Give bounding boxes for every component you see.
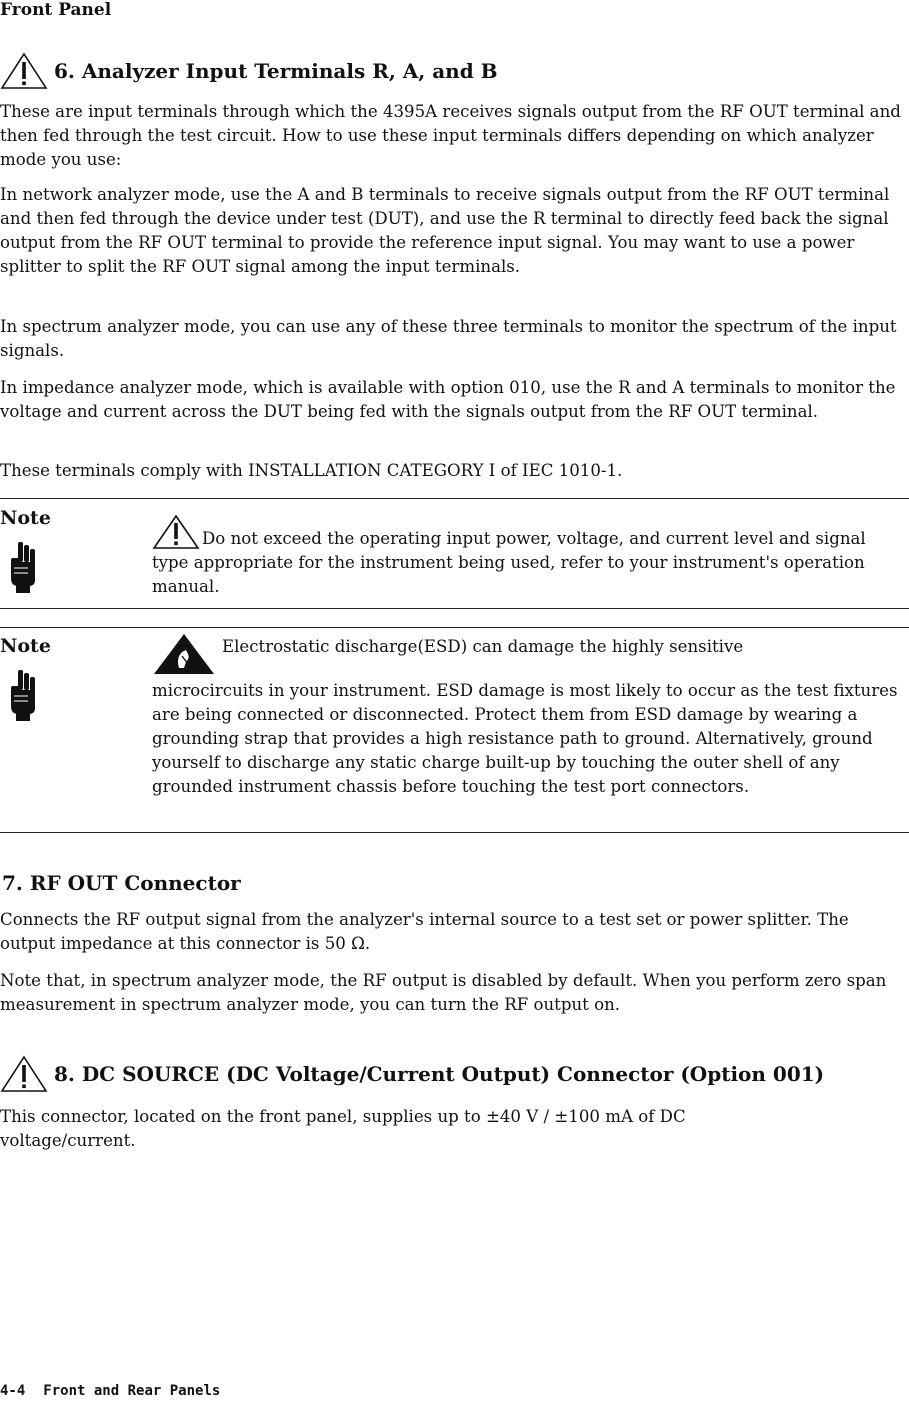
divider (0, 608, 909, 609)
section-8-paragraph-1: This connector, located on the front panel, supplies up to ±40 V / ±100 mA of DC voltage/current. (0, 1107, 686, 1150)
note-1-body (152, 514, 907, 599)
section-6-paragraph-2: In network analyzer mode, use the A and B terminals to receive signals output from the RF OUT terminal and then fed through the device under test (DUT), and use the R terminal to directly feed back the signal output from the RF OUT terminal to provide the reference input signal. You may want to use a power splitter to split the RF OUT signal among the input terminals. (0, 185, 890, 276)
warning-icon (0, 52, 48, 90)
warning-icon (0, 1055, 48, 1093)
note-2-text: microcircuits in your instrument. ESD damage is most likely to occur as the test fixtures are being connected or disconnected. Protect them from ESD damage by wearing a grounding strap that provides a high resistance path to ground. Alternatively, ground yourself to discharge any static charge built-up by touching the outer shell of any grounded instrument chassis before touching the test port connectors. (152, 681, 898, 796)
section-7-paragraph-1: Connects the RF output signal from the analyzer's internal source to a test set or power splitter. The output impedance at this connector is 50 Ω. (0, 910, 849, 953)
section-8-heading: 8. DC SOURCE (DC Voltage/Current Output) Connector (Option 001) (54, 1062, 825, 1086)
note-1-text: Do not exceed the operating input power, voltage, and current level and signal type appropriate for the instrument being used, refer to your instrument's operation manual. (152, 529, 866, 596)
page-number: 4-4 (0, 1383, 26, 1399)
divider (0, 832, 909, 833)
pointing-hand-icon (8, 540, 38, 594)
note-label: Note (0, 635, 51, 657)
section-8-heading-row (0, 1055, 824, 1093)
warning-icon (152, 514, 200, 550)
note-label: Note (0, 507, 51, 529)
page-footer (0, 1383, 238, 1399)
section-6-heading-row (0, 52, 498, 90)
section-6-paragraph-1: These are input terminals through which the 4395A receives signals output from the RF OUT terminal and then fed through the test circuit. How to use these input terminals differs depending on which analyzer mode you use: (0, 102, 901, 169)
pointing-hand-icon (8, 668, 38, 722)
section-7-heading: 7. RF OUT Connector (2, 871, 241, 895)
page-header: Front Panel (0, 0, 112, 20)
section-7-paragraph-2: Note that, in spectrum analyzer mode, the RF output is disabled by default. When you perform zero span measurement in spectrum analyzer mode, you can turn the RF output on. (0, 971, 887, 1014)
footer-title: Front and Rear Panels (43, 1383, 221, 1399)
divider (0, 498, 909, 499)
section-6-heading: 6. Analyzer Input Terminals R, A, and B (54, 59, 498, 83)
esd-warning-icon (152, 632, 216, 676)
section-6-paragraph-4: In impedance analyzer mode, which is available with option 010, use the R and A terminals to monitor the voltage and current across the DUT being fed with the signals output from the RF OUT terminal. (0, 378, 896, 421)
section-6-paragraph-3: In spectrum analyzer mode, you can use any of these three terminals to monitor the spectrum of the input signals. (0, 317, 897, 360)
section-6-paragraph-5: These terminals comply with INSTALLATION CATEGORY I of IEC 1010-1. (0, 461, 623, 480)
divider (0, 627, 909, 628)
note-2-first-line: Electrostatic discharge(ESD) can damage the highly sensitive (222, 637, 744, 656)
